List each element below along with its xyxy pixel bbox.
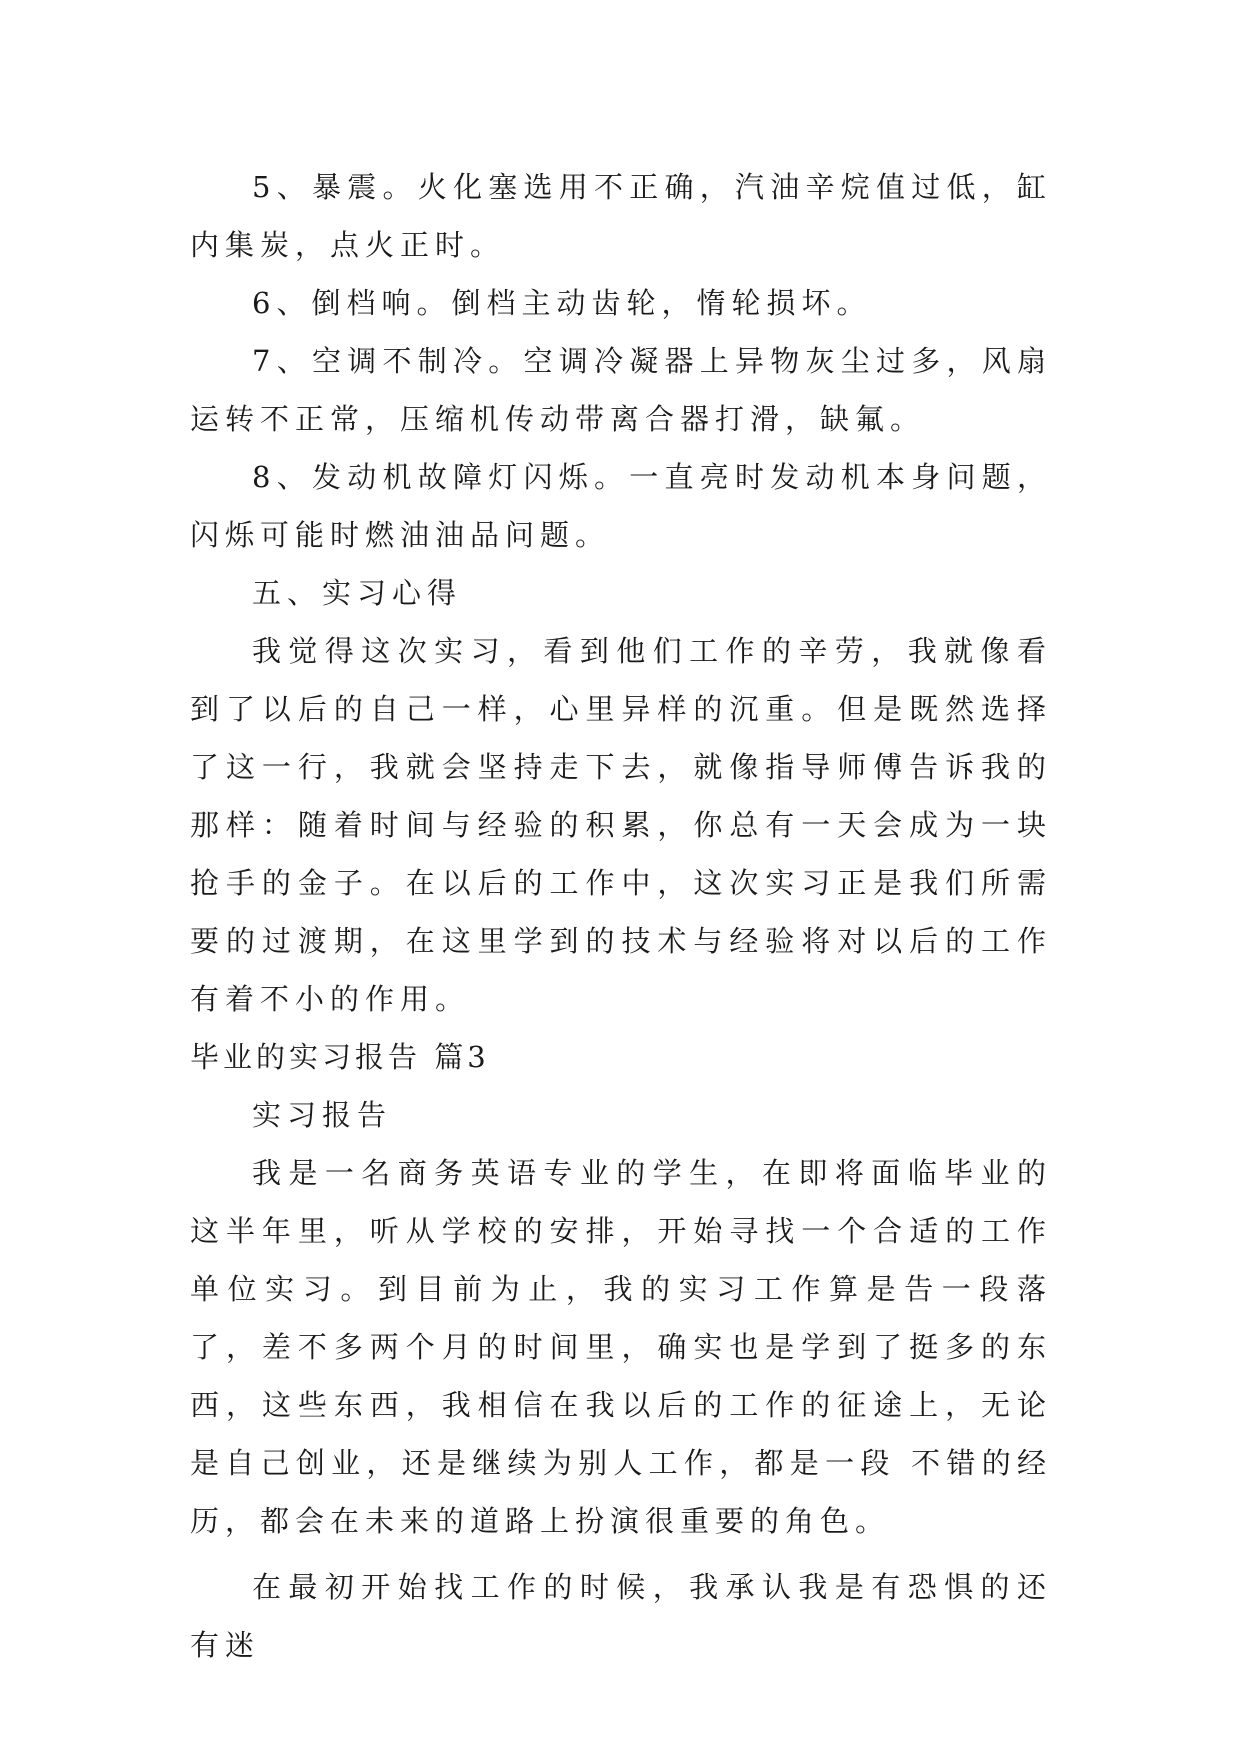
fault-item-knock: 5、暴震。火化塞选用不正确，汽油辛烷值过低，缸内集炭，点火正时。: [190, 170, 1052, 262]
report-title: 实习报告: [252, 1098, 393, 1132]
article-title: 毕业的实习报告 篇3: [190, 1040, 490, 1074]
fault-item-engine-light: 8、发动机故障灯闪烁。一直亮时发动机本身问题，闪烁可能时燃油油品问题。: [190, 460, 1052, 552]
reflection-paragraph: 我觉得这次实习，看到他们工作的辛劳，我就像看到了以后的自己一样，心里异样的沉重。但是既然选择了这一行，我就会坚持走下去，就像指导师傅告诉我的那样：随着时间与经验的积累，你总有一天会成为一块抢手的金子。在以后的工作中，这次实习正是我们所需要的过渡期，在这里学到的技术与经验将对以后的工作有着不小的作用。: [190, 634, 1052, 1016]
document-page: [190, 158, 1052, 1674]
intro-paragraph: 我是一名商务英语专业的学生，在即将面临毕业的这半年里，听从学校的安排，开始寻找一个合适的工作单位实习。到目前为止，我的实习工作算是告一段落了，差不多两个月的时间里，确实也是学到了挺多的东西，这些东西，我相信在我以后的工作的征途上，无论是自己创业，还是继续为别人工作，都是一段 不错的经历，都会在未来的道路上扮演很重要的角色。: [190, 1156, 1052, 1538]
beginning-paragraph: 在最初开始找工作的时候，我承认我是有恐惧的还有迷: [190, 1570, 1052, 1662]
fault-item-air-conditioning: 7、空调不制冷。空调冷凝器上异物灰尘过多，风扇运转不正常，压缩机传动带离合器打滑，缺氟。: [190, 344, 1052, 436]
section-heading-reflection: 五、实习心得: [252, 576, 463, 610]
fault-item-reverse-gear: 6、倒档响。倒档主动齿轮，惰轮损坏。: [252, 286, 872, 320]
